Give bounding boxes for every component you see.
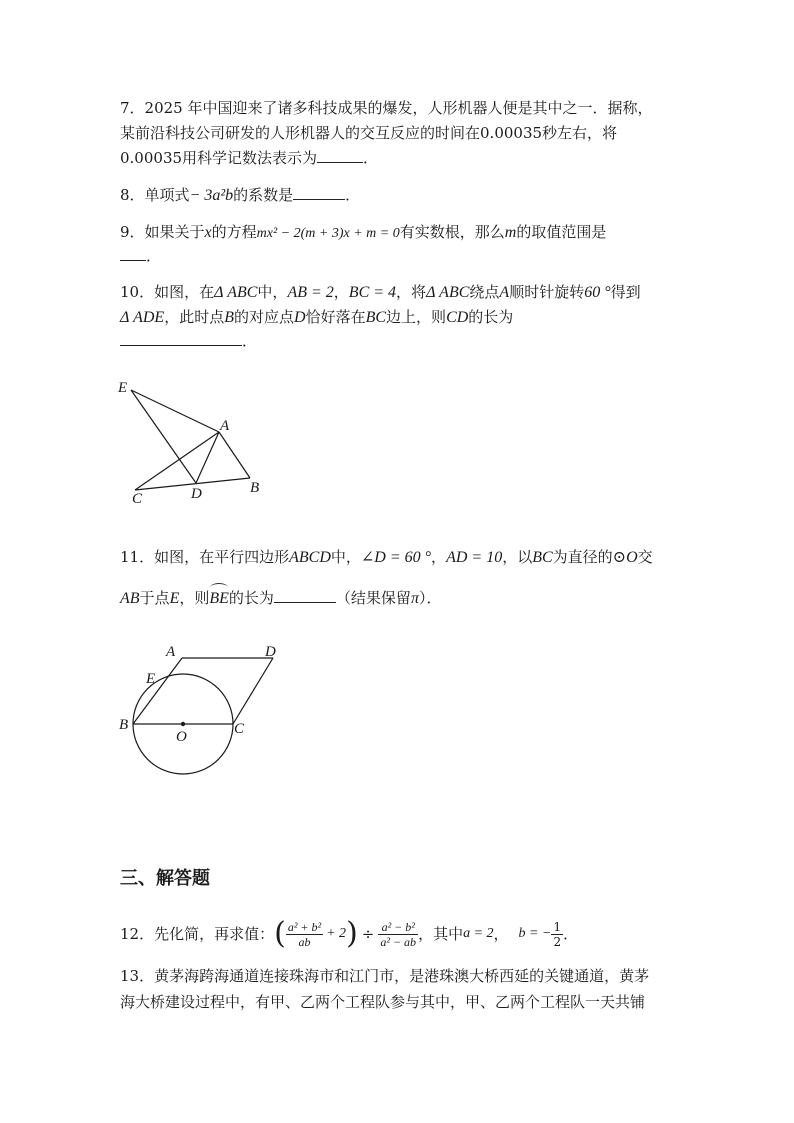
q7-end: ． <box>363 149 379 167</box>
label-a: A <box>166 644 176 660</box>
q11-ab: AB <box>120 590 140 607</box>
q10-text: 边上，则 <box>386 308 447 326</box>
q10-text: 得到 <box>610 283 641 301</box>
q11-text: 交 <box>637 548 653 566</box>
q12-line <box>120 918 578 949</box>
label-b: B <box>250 480 260 496</box>
q10-point-a: A <box>499 284 510 301</box>
q10-text: 顺时针旋转 <box>509 283 585 301</box>
q10-triangle-abc: Δ ABC <box>214 284 258 301</box>
answer-blank <box>120 331 242 346</box>
q10-text: 的对应点 <box>234 308 295 326</box>
answer-blank <box>317 148 363 163</box>
q10-text: 中， <box>257 283 288 301</box>
label-b: B <box>119 717 129 733</box>
q12-fraction-1 <box>286 920 323 949</box>
answer-blank <box>120 246 146 261</box>
answer-blank <box>274 588 336 603</box>
q11-circle: ⊙O <box>612 549 638 566</box>
fraction-numerator: a² + b² <box>287 919 322 934</box>
q11-arc-label: BE <box>209 590 229 607</box>
q12-divide: ÷ <box>361 925 375 943</box>
q10-prefix: 10．如图，在 <box>120 283 215 301</box>
fraction-denominator: ab <box>298 934 311 949</box>
q10-triangle-ade: Δ ADE <box>120 309 165 326</box>
q8-suffix: 的系数是 <box>233 186 294 204</box>
q11-point-e: E <box>169 590 180 607</box>
q10-comma: ， <box>333 283 349 301</box>
q7-text: 0.00035用科学记数法表示为 <box>120 149 318 167</box>
q11-line1 <box>120 547 653 568</box>
fraction-numerator: a² − b² <box>378 920 418 935</box>
q9-mid2: 有实数根，那么 <box>399 223 505 241</box>
q7-line1: 7．2025 年中国迎来了诸多科技成果的爆发，人形机器人便是其中之一．据称， <box>120 99 653 117</box>
q12-text: ，其中 <box>418 925 464 943</box>
q9-line2 <box>120 246 161 266</box>
segment-ea <box>131 390 219 432</box>
q8-end: ． <box>345 186 361 204</box>
segment-ed <box>131 390 196 483</box>
q12-a-value: a = 2 <box>463 926 494 941</box>
q10-line2 <box>120 307 513 328</box>
q11-text: ）． <box>418 589 442 607</box>
q11-text: 为直径的 <box>552 548 613 566</box>
right-paren: ) <box>346 916 358 951</box>
q11-line2 <box>120 588 441 609</box>
q10-text: ，将 <box>396 283 427 301</box>
arc-mark <box>210 583 228 592</box>
center-point-o <box>181 722 185 726</box>
q8-expression: − 3a²b <box>189 187 234 204</box>
fraction-denominator: a² − ab <box>380 934 417 949</box>
q10-text: 的长为 <box>468 308 514 326</box>
q11-ad: AD = 10 <box>446 549 503 566</box>
q10-segment-cd: CD <box>446 309 469 326</box>
q11-text: ，以 <box>502 548 533 566</box>
answer-blank <box>293 185 345 200</box>
q7-line2: 某前沿科技公司研发的人形机器人的交互反应的时间在0.00035秒左右，将 <box>120 124 618 142</box>
q11-bc: BC <box>532 549 553 566</box>
q11-text: （结果保留 <box>335 589 411 607</box>
q9-var-m: m <box>504 224 517 241</box>
q12-prefix: 12．先化简，再求值： <box>120 925 275 943</box>
q11-parallelogram: ABCD <box>289 549 331 566</box>
q8-prefix: 8．单项式 <box>120 186 190 204</box>
label-e: E <box>118 380 128 396</box>
label-a: A <box>220 418 230 434</box>
q10-text: ，此时点 <box>164 308 225 326</box>
q9-line1 <box>120 222 606 244</box>
q10-text: 恰好落在 <box>305 308 366 326</box>
q9-end: ． <box>146 247 162 265</box>
q13-line1: 13．黄茅海跨海通道连接珠海市和江门市，是港珠澳大桥西延的关键通道，黄茅 <box>120 967 650 985</box>
q12-fraction-2 <box>378 920 418 949</box>
q10-triangle-abc-2: Δ ABC <box>426 284 470 301</box>
q13-line2: 海大桥建设过程中，有甲、乙两个工程队参与其中，甲、乙两个工程队一天共铺 <box>120 993 646 1011</box>
q11-comma: ， <box>431 548 447 566</box>
q12-end: ． <box>563 925 579 943</box>
q11-pi: π <box>410 590 419 607</box>
q11-text: 中， <box>330 548 361 566</box>
q10-bc: BC = 4 <box>348 284 397 301</box>
segment-ab <box>219 432 250 478</box>
label-d: D <box>191 486 202 502</box>
q9-equation: mx² − 2(m + 3)x + m = 0 <box>256 226 400 241</box>
q7-line3 <box>120 148 378 168</box>
label-e: E <box>146 671 156 687</box>
q10-segment-bc: BC <box>365 309 387 326</box>
segment-ba <box>133 658 182 724</box>
q12-comma: ， <box>493 925 509 943</box>
q10-text: 绕点 <box>469 283 500 301</box>
label-d: D <box>265 644 276 660</box>
q11-arc-be <box>209 589 229 609</box>
q10-line1 <box>120 282 641 303</box>
q11-text: ，则 <box>179 589 210 607</box>
q10-figure <box>110 370 290 515</box>
q12-half <box>551 920 563 949</box>
label-c: C <box>132 491 143 507</box>
section-title: 三、解答题 <box>120 868 210 889</box>
segment-dc <box>233 658 273 724</box>
q8-line <box>120 185 360 206</box>
q12-plus-two: + 2 <box>326 926 347 941</box>
q9-mid: 的方程 <box>211 223 257 241</box>
q9-suffix: 的取值范围是 <box>516 223 607 241</box>
q10-ab: AB = 2 <box>287 284 334 301</box>
q11-text: 的长为 <box>228 589 274 607</box>
q9-prefix: 9．如果关于 <box>120 223 205 241</box>
fraction-denominator: 2 <box>553 934 562 949</box>
q9-var-x: x <box>204 224 212 241</box>
label-c: C <box>234 721 245 737</box>
q11-prefix: 11．如图，在平行四边形 <box>120 548 290 566</box>
left-paren: ( <box>274 916 286 951</box>
q11-figure <box>110 640 290 785</box>
label-o: O <box>176 729 187 745</box>
fraction-numerator: 1 <box>553 919 562 934</box>
q10-point-d: D <box>294 309 306 326</box>
q11-text: 于点 <box>139 589 170 607</box>
q11-angle-d: ∠D = 60 ° <box>360 549 432 566</box>
q10-end: ． <box>242 332 258 350</box>
q12-b-value: b = − <box>518 926 552 941</box>
q10-line3 <box>120 331 257 351</box>
q10-angle: 60 ° <box>584 284 611 301</box>
q10-point-b: B <box>224 309 234 326</box>
